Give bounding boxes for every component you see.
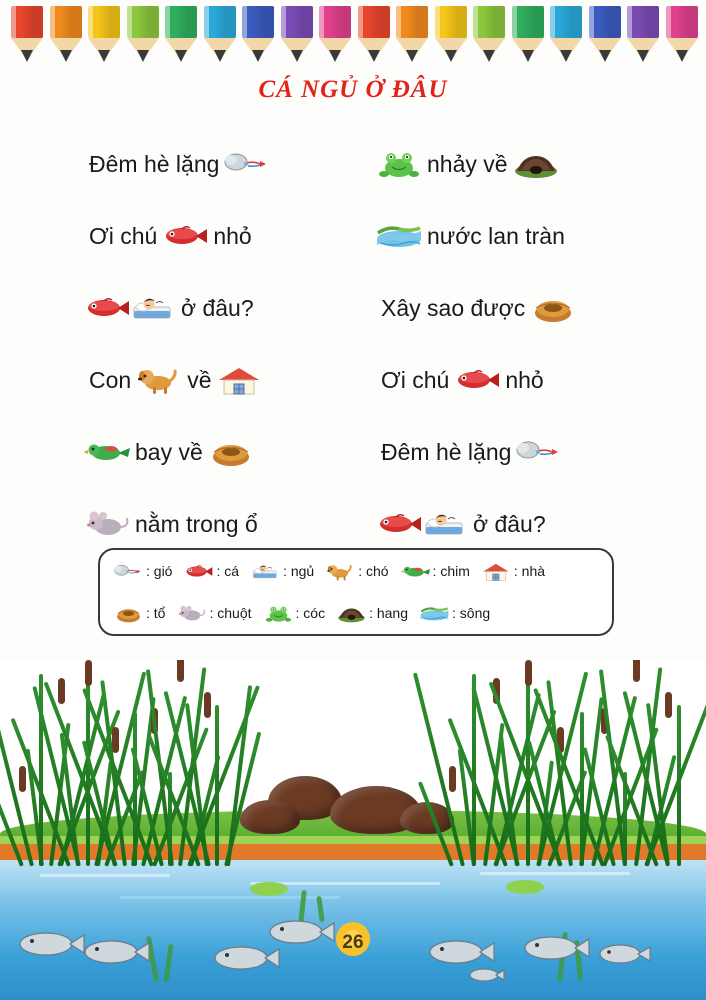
legend-item: [401, 562, 470, 581]
cho-icon: [326, 562, 355, 581]
legend-item: [337, 604, 408, 623]
hang-icon: [337, 604, 366, 623]
pencil-decoration: [316, 6, 355, 68]
poem-text: nước lan tràn: [427, 222, 565, 249]
legend-item: [177, 604, 251, 623]
legend-item: [420, 604, 490, 623]
cattail: [19, 766, 26, 792]
gio-icon: [114, 562, 143, 581]
legend-label: : chó: [358, 563, 389, 579]
cattail: [112, 727, 119, 753]
pencil-decoration: [663, 6, 699, 68]
pencil-decoration: [355, 6, 394, 68]
gio-icon: [516, 437, 562, 467]
poem-text: ở đâu?: [473, 510, 546, 537]
poem-line: [84, 200, 368, 272]
poem-text: nhảy về: [427, 150, 508, 177]
coc-icon: [376, 149, 422, 179]
water-ripple: [480, 872, 630, 875]
poem-text: Xây sao được: [381, 294, 526, 321]
pencil-decoration: [8, 6, 47, 68]
pencil-border-decoration: [8, 6, 698, 68]
pencil-decoration: [201, 6, 240, 68]
page-number: 26: [342, 932, 364, 953]
legend-label: : cá: [216, 563, 240, 579]
hang-icon: [513, 149, 559, 179]
chuot-icon: [84, 509, 130, 539]
legend-label: : nhà: [513, 563, 546, 579]
ca-icon: [454, 365, 500, 395]
legend-item: [326, 562, 388, 581]
legend-label: : cóc: [295, 605, 326, 621]
to-icon: [208, 437, 254, 467]
legend-row-2: [100, 592, 612, 634]
legend-item: [264, 604, 326, 623]
pencil-decoration: [586, 6, 625, 68]
poem-line: [376, 416, 660, 488]
poem-left-column: [60, 128, 368, 560]
poem-text: nhỏ: [213, 222, 252, 249]
reed-plant: [215, 705, 219, 866]
pencil-decoration: [278, 6, 317, 68]
cattail: [204, 692, 211, 718]
cattail: [58, 678, 65, 704]
pencil-decoration: [547, 6, 586, 68]
pencil-decoration: [432, 6, 471, 68]
pencil-decoration: [162, 6, 201, 68]
pencil-decoration: [47, 6, 86, 68]
reed-plant: [677, 705, 681, 866]
poem-text: Ơi chú: [381, 366, 450, 393]
legend-row-1: [100, 550, 612, 592]
poem-line: [84, 272, 368, 344]
legend-item: [114, 604, 165, 623]
cattail: [665, 692, 672, 718]
poem-text: nhỏ: [505, 366, 544, 393]
ngu-icon: [422, 509, 468, 539]
ngu-icon: [130, 293, 176, 323]
legend-label: : sông: [452, 605, 491, 621]
pencil-decoration: [509, 6, 548, 68]
song-icon: [420, 604, 449, 623]
poem-line: [84, 416, 368, 488]
pencil-decoration: [85, 6, 124, 68]
legend-label: : ngủ: [283, 563, 315, 579]
poem-text: Đêm hè lặng: [89, 150, 220, 177]
poem-line: [376, 272, 660, 344]
legend-label: : gió: [146, 563, 173, 579]
pencil-decoration: [239, 6, 278, 68]
legend-item: [114, 562, 172, 581]
ngu-icon: [251, 562, 280, 581]
pond-illustration: [0, 660, 706, 1000]
to-icon: [114, 604, 143, 623]
poem-text: Ơi chú: [89, 222, 158, 249]
poem-text: ở đâu?: [181, 294, 254, 321]
ca-icon: [376, 509, 422, 539]
cattail: [449, 766, 456, 792]
poem-right-column: [368, 128, 660, 560]
legend-item: [482, 562, 545, 581]
pencil-decoration: [470, 6, 509, 68]
coc-icon: [264, 604, 293, 623]
cattail: [525, 660, 532, 686]
lily-pad: [250, 882, 288, 896]
nha-icon: [217, 365, 263, 395]
poem-line: [84, 128, 368, 200]
legend-label: : chuột: [209, 605, 252, 621]
nha-icon: [482, 562, 511, 581]
poem-text: về: [187, 366, 212, 393]
water-ripple: [40, 874, 170, 877]
ca-icon: [184, 562, 213, 581]
pencil-decoration: [624, 6, 663, 68]
legend-label: : hang: [369, 605, 409, 621]
rock: [240, 800, 300, 834]
water-ripple: [120, 896, 340, 899]
poem-line: [376, 128, 660, 200]
poem-line: [84, 344, 368, 416]
poem-line: [376, 200, 660, 272]
cattail: [85, 660, 92, 686]
icon-legend-box: [98, 548, 614, 636]
poem-text: nằm trong ổ: [135, 510, 258, 537]
pencil-decoration: [124, 6, 163, 68]
to-icon: [530, 293, 576, 323]
ca-icon: [84, 293, 130, 323]
cho-icon: [136, 365, 182, 395]
legend-item: [184, 562, 239, 581]
cattail: [633, 660, 640, 682]
cattail: [177, 660, 184, 682]
chuot-icon: [177, 604, 206, 623]
rebus-poem: [60, 128, 660, 560]
legend-label: : tổ: [146, 605, 166, 621]
poem-text: bay về: [135, 438, 203, 465]
ca-icon: [162, 221, 208, 251]
poem-text: Đêm hè lặng: [381, 438, 512, 465]
pencil-decoration: [393, 6, 432, 68]
poem-line: [376, 344, 660, 416]
reed-plant: [526, 670, 530, 866]
song-icon: [376, 221, 422, 251]
chim-icon: [401, 562, 430, 581]
gio-icon: [224, 149, 270, 179]
legend-item: [251, 562, 314, 581]
page-title: CÁ NGỦ Ở ĐÂU: [258, 76, 448, 103]
poem-text: Con: [89, 366, 132, 393]
legend-label: : chim: [432, 563, 470, 579]
chim-icon: [84, 437, 130, 467]
lily-pad: [506, 880, 544, 894]
